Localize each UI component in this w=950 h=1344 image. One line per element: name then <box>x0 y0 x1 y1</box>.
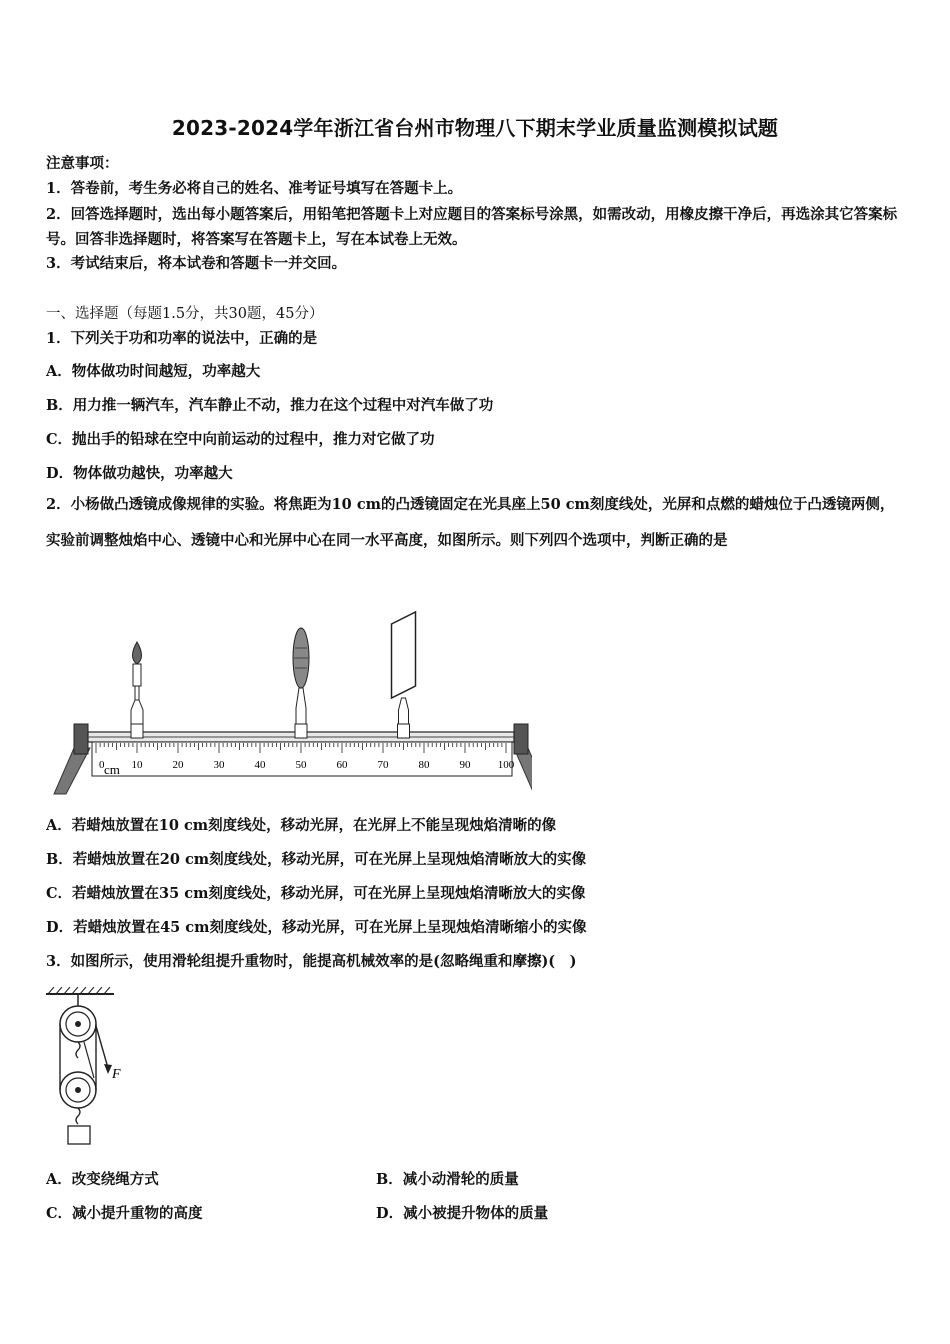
force-arrow <box>104 1064 112 1074</box>
q2-option-a: A．若蜡烛放置在10 cm刻度线处，移动光屏，在光屏上不能呈现烛焰清晰的像 <box>46 817 557 834</box>
ruler-tick-label: 100 <box>497 759 515 771</box>
q1-stem: 1．下列关于功和功率的说法中，正确的是 <box>46 330 318 347</box>
load-block <box>68 1126 90 1144</box>
ruler-tick-label: 0 <box>99 759 105 771</box>
optical-bench-figure <box>52 600 532 800</box>
ruler-tick-label: 40 <box>254 759 266 771</box>
q3-option-c: C．减小提升重物的高度 <box>46 1205 203 1222</box>
movable-pulley <box>60 1072 96 1108</box>
page-title: 2023-2024学年浙江省台州市物理八下期末学业质量监测模拟试题 <box>171 116 779 140</box>
ruler-unit-label: cm <box>104 762 120 777</box>
ruler-tick-label: 80 <box>418 759 430 771</box>
q1-option-a: A．物体做功时间越短，功率越大 <box>46 363 261 380</box>
notice-item-1: 1．答卷前，考生务必将自己的姓名、准考证号填写在答题卡上。 <box>46 180 463 197</box>
bench-left-cap <box>74 724 88 754</box>
bench-right-leg <box>514 748 532 794</box>
light-screen <box>392 612 416 738</box>
q3-option-a: A．改变绕绳方式 <box>46 1171 159 1188</box>
q1-option-b: B．用力推一辆汽车，汽车静止不动，推力在这个过程中对汽车做了功 <box>46 397 494 414</box>
q2-option-c: C．若蜡烛放置在35 cm刻度线处，移动光屏，可在光屏上呈现烛焰清晰放大的实像 <box>46 885 586 902</box>
notice-item-3: 3．考试结束后，将本试卷和答题卡一并交回。 <box>46 255 347 272</box>
pulley-figure <box>40 984 150 1150</box>
convex-lens <box>293 628 309 738</box>
section-heading: 一、选择题（每题1.5分，共30题，45分） <box>46 306 324 322</box>
pull-rope <box>96 1026 108 1068</box>
q1-option-d: D．物体做功越快，功率越大 <box>46 465 233 482</box>
candle-flame <box>133 642 142 664</box>
q1-option-c: C．抛出手的铅球在空中向前运动的过程中，推力对它做了功 <box>46 431 435 448</box>
ruler-tick-label: 50 <box>295 759 307 771</box>
q3-stem: 3．如图所示，使用滑轮组提升重物时，能提高机械效率的是(忽略绳重和摩擦)( ) <box>46 953 577 970</box>
ruler-tick-label: 90 <box>459 759 471 771</box>
q2-option-d: D．若蜡烛放置在45 cm刻度线处，移动光屏，可在光屏上呈现烛焰清晰缩小的实像 <box>46 919 587 936</box>
fixed-pulley <box>60 1006 96 1042</box>
q2-option-b: B．若蜡烛放置在20 cm刻度线处，移动光屏，可在光屏上呈现烛焰清晰放大的实像 <box>46 851 587 868</box>
force-label: F <box>112 1067 121 1082</box>
q2-stem: 2．小杨做凸透镜成像规律的实验。将焦距为10 cm的凸透镜固定在光具座上50 cm刻度线处，光屏和点燃的蜡烛位于凸透镜两侧，实验前调整烛焰中心、透镜中心和光屏中心在同一水平高度，如图所示。则下列四个选项中，判断正确的是 <box>46 496 895 549</box>
screen-panel <box>392 612 416 698</box>
ruler-tick-label: 20 <box>172 759 184 771</box>
ruler-tick-label: 30 <box>213 759 225 771</box>
candle <box>131 642 143 738</box>
notice-item-2: 2．回答选择题时，选出每小题答案后，用铅笔把答题卡上对应题目的答案标号涂黑，如需改动，用橡皮擦干净后，再选涂其它答案标号。回答非选择题时，将答案写在答题卡上，写在本试卷上无效。 <box>46 206 898 248</box>
bench-right-cap <box>514 724 528 754</box>
ceiling-hatch <box>48 987 110 994</box>
notice-heading: 注意事项： <box>46 155 119 172</box>
q3-option-b: B．减小动滑轮的质量 <box>376 1171 519 1188</box>
ruler-tick-label: 10 <box>131 759 143 771</box>
q3-option-d: D．减小被提升物体的质量 <box>376 1205 549 1222</box>
ruler-tick-label: 70 <box>377 759 389 771</box>
ruler-tick-label: 60 <box>336 759 348 771</box>
bench-left-leg <box>54 748 90 794</box>
